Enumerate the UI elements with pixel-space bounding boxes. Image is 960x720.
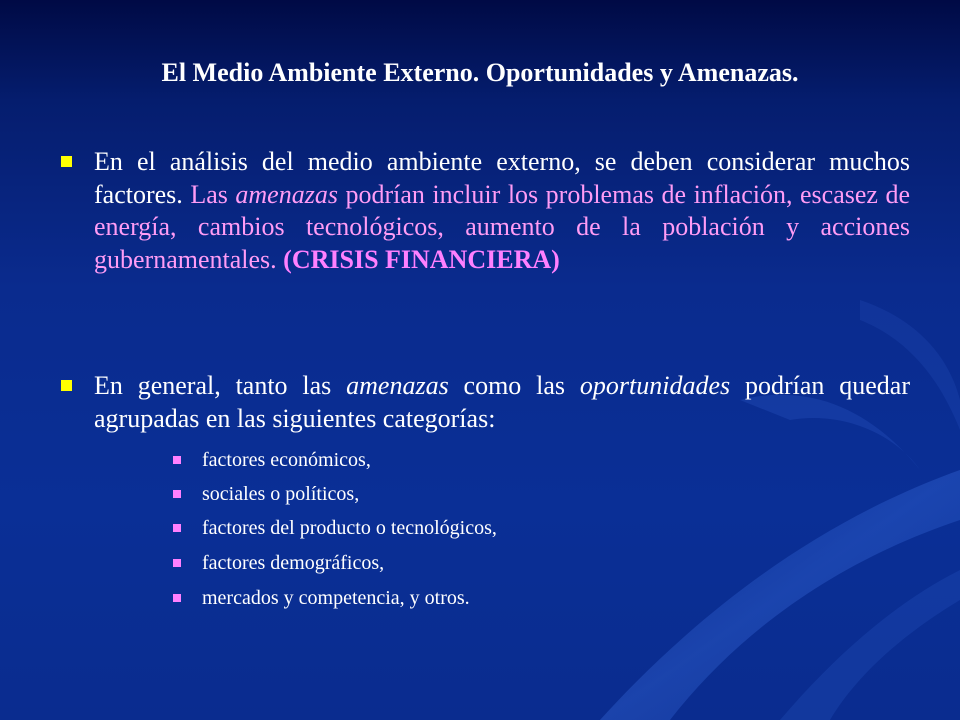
paragraph-2-text: En general, tanto las — [94, 371, 347, 400]
category-item: sociales o políticos, — [202, 483, 360, 505]
paragraph-external-analysis — [94, 146, 910, 276]
term-amenazas: amenazas — [235, 179, 338, 209]
sub-bullet-square-icon — [173, 456, 181, 464]
category-item: mercados y competencia, y otros. — [202, 587, 470, 609]
term-oportunidades: oportunidades — [579, 371, 731, 400]
crisis-financiera-label: (CRISIS FINANCIERA) — [283, 244, 560, 274]
category-item: factores demográficos, — [202, 552, 385, 574]
category-item: factores del producto o tecnológicos, — [202, 517, 497, 539]
paragraph-2-text: podrían quedar agrupadas en las siguientes categorías: — [94, 371, 910, 433]
term-amenazas: amenazas — [346, 371, 449, 400]
bullet-square-icon — [61, 156, 72, 167]
paragraph-1-threats-list: podrían incluir los problemas de inflación, escasez de energía, cambios tecnológicos, aumento de la población y acciones gubernamentales. — [94, 179, 911, 274]
category-item: factores económicos, — [202, 449, 371, 471]
sub-bullet-square-icon — [173, 594, 181, 602]
slide-title: El Medio Ambiente Externo. Oportunidades y Amenazas. — [161, 58, 799, 87]
sub-bullet-square-icon — [173, 559, 181, 567]
bullet-square-icon — [61, 380, 72, 391]
paragraph-2-text: como las — [448, 371, 580, 400]
sub-bullet-square-icon — [173, 524, 181, 532]
sub-bullet-square-icon — [173, 490, 181, 498]
paragraph-1-pink-text: Las — [190, 179, 236, 209]
paragraph-1-text: En el análisis del medio ambiente externo, se deben considerar muchos factores. — [94, 147, 910, 209]
paragraph-categories-intro — [94, 370, 910, 435]
